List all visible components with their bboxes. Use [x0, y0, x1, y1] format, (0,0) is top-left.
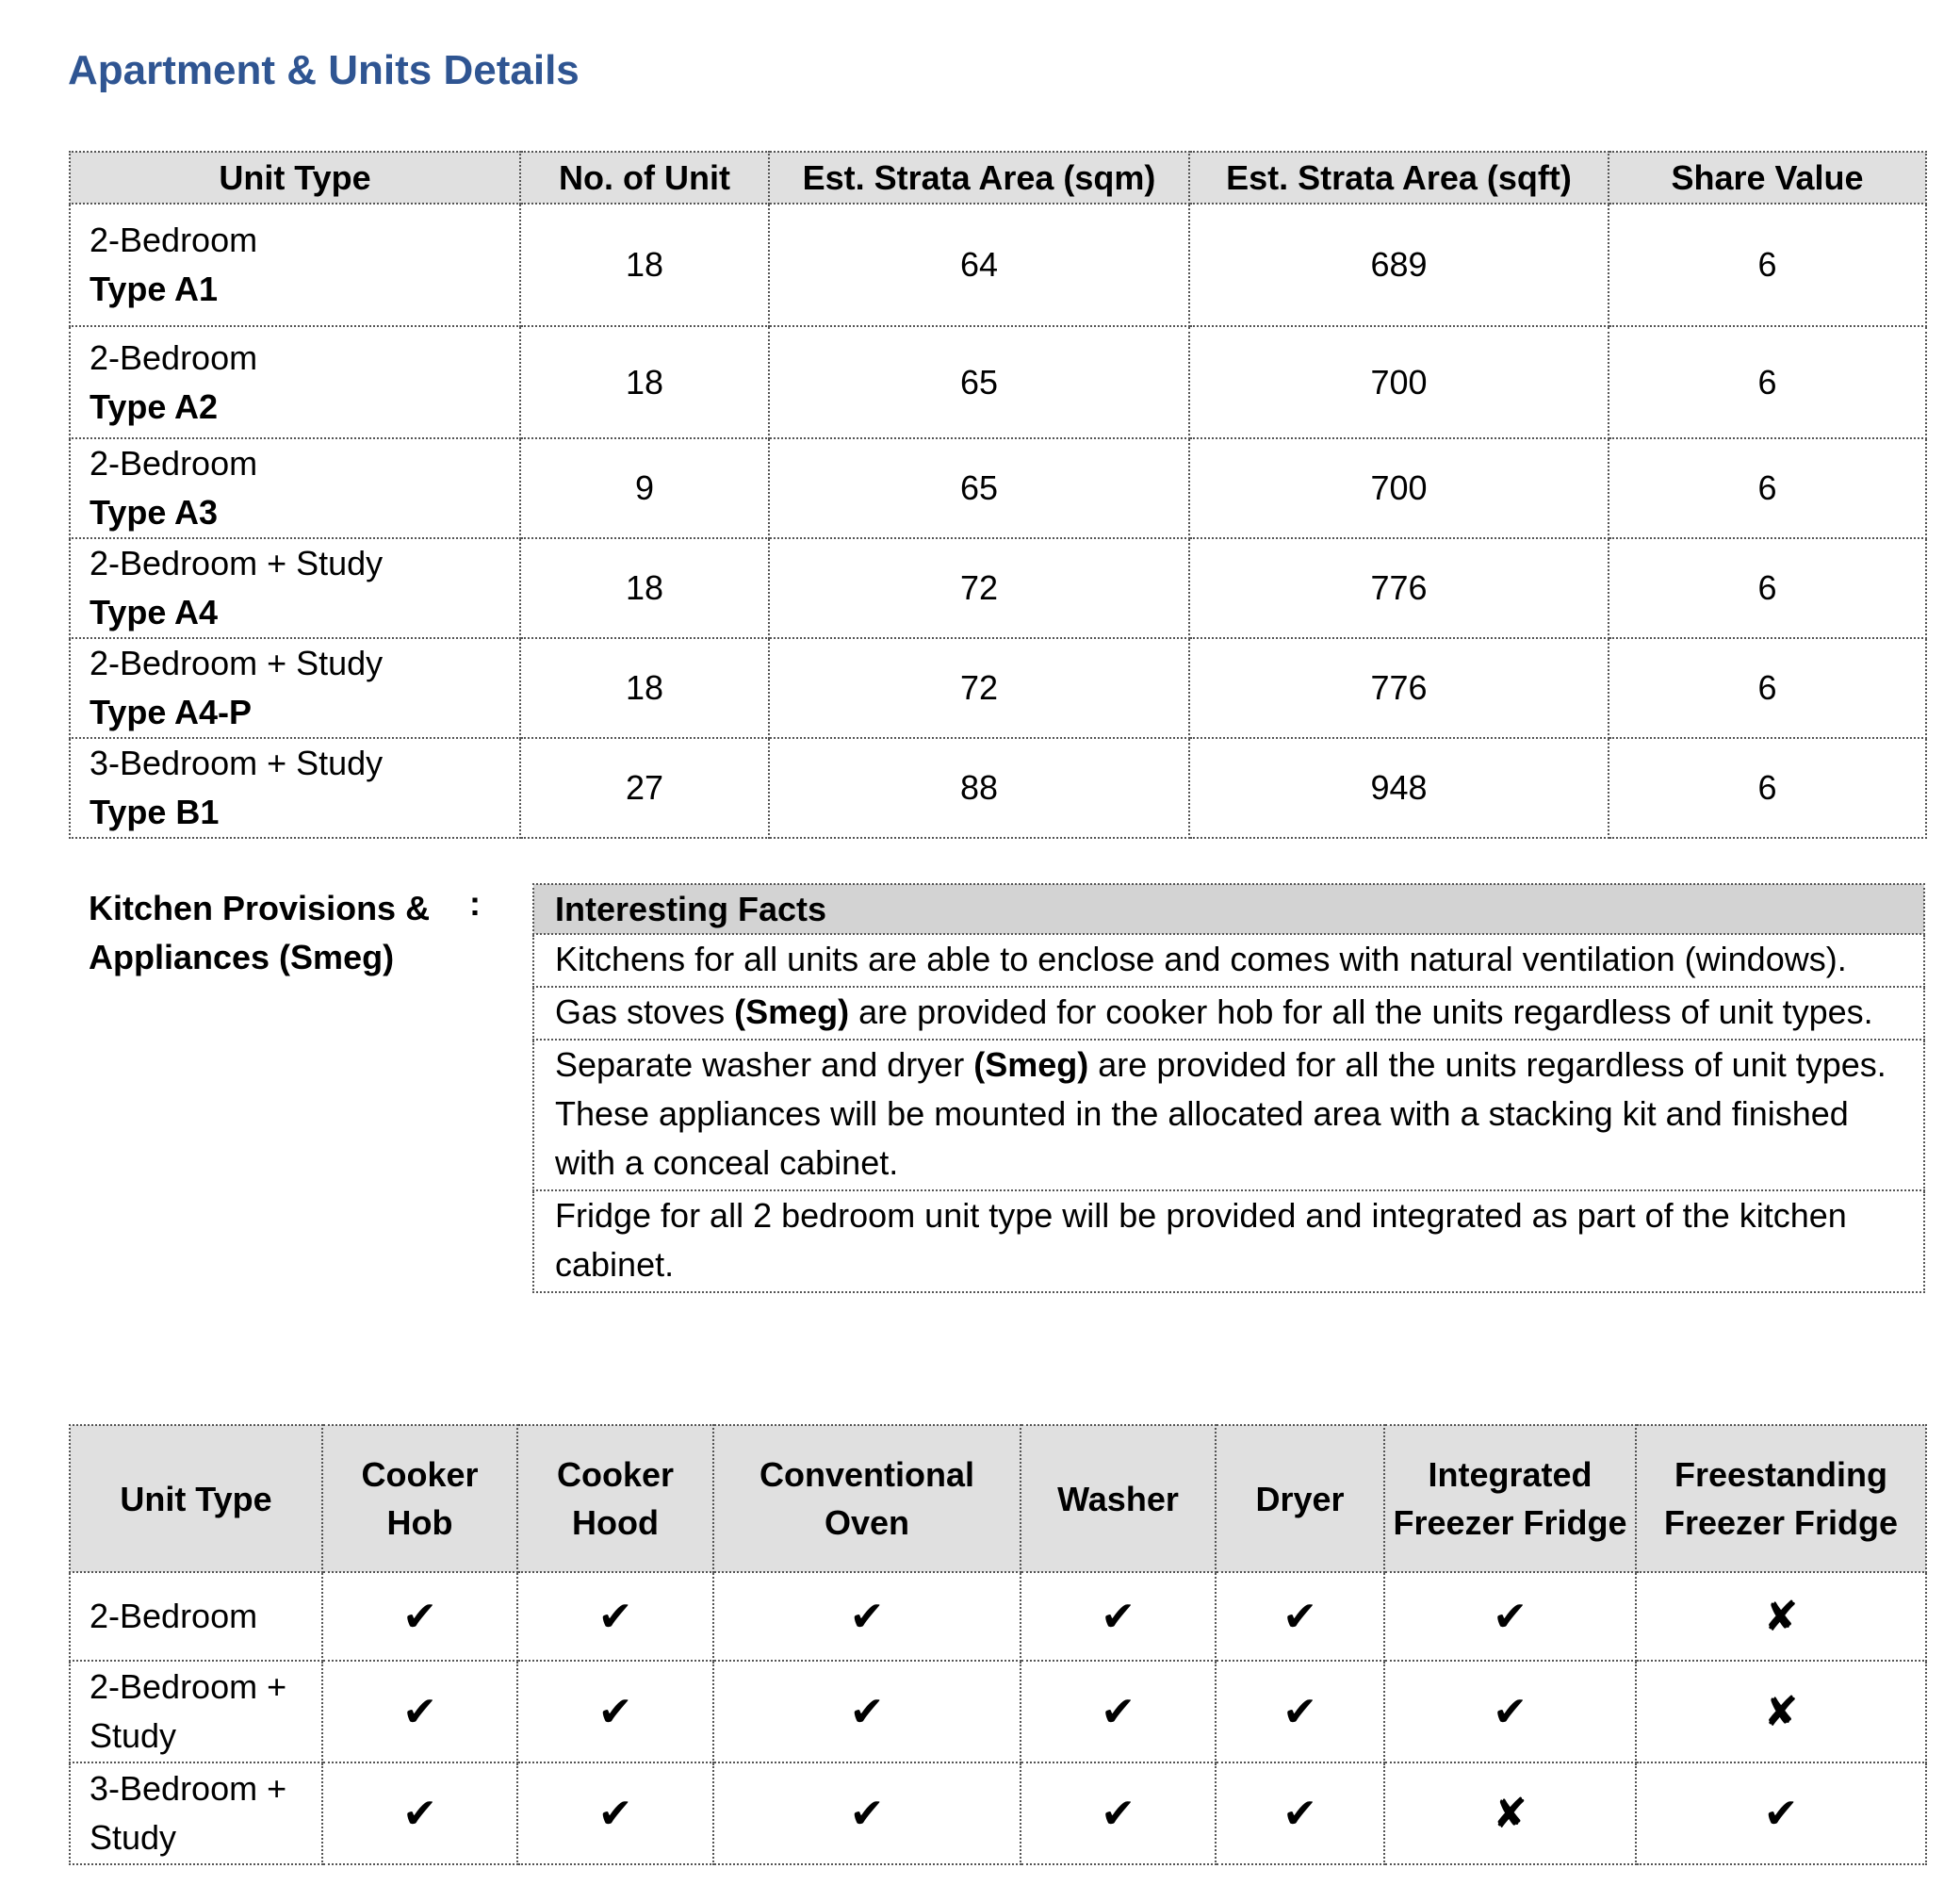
no-of-unit-cell: 9 [520, 438, 769, 538]
col-no-of-unit: No. of Unit [520, 152, 769, 204]
availability-cell [713, 1572, 1021, 1661]
unit-type-cell: 2-Bedroom [70, 1572, 322, 1661]
area-sqft-cell: 700 [1189, 438, 1609, 538]
check-mark-icon: ✔ [1101, 1592, 1135, 1641]
unit-type-cell [70, 438, 520, 538]
fact-row [533, 1040, 1924, 1190]
cross-mark-icon: ✘ [1763, 1592, 1799, 1641]
no-of-unit-cell: 18 [520, 204, 769, 326]
availability-cell [713, 1762, 1021, 1864]
share-value-cell: 6 [1609, 638, 1926, 738]
fact-text [533, 1040, 1924, 1190]
table-row [70, 738, 1926, 838]
unit-type-code: Type A4-P [90, 693, 253, 731]
cross-mark-icon: ✘ [1763, 1687, 1799, 1736]
no-of-unit-cell: 18 [520, 638, 769, 738]
unit-type-cell: 3-Bedroom + Study [70, 1762, 322, 1864]
col-cooker-hood: Cooker Hood [517, 1425, 713, 1572]
area-sqm-cell: 88 [769, 738, 1189, 838]
fact-text [533, 1190, 1924, 1292]
availability-cell [1021, 1572, 1216, 1661]
area-sqm-cell: 65 [769, 326, 1189, 438]
fact-row [533, 934, 1924, 987]
facts-table [532, 883, 1925, 1293]
area-sqft-cell: 700 [1189, 326, 1609, 438]
check-mark-icon: ✔ [1282, 1687, 1317, 1736]
cross-mark-icon: ✘ [1493, 1789, 1527, 1838]
table-row [70, 326, 1926, 438]
area-sqm-cell: 72 [769, 538, 1189, 638]
unit-type-name: 2-Bedroom [90, 444, 258, 483]
unit-type-cell [70, 326, 520, 438]
fact-text-part: Kitchens for all units are able to enclose and comes with natural ventilation (windows). [555, 940, 1847, 978]
unit-type-cell [70, 204, 520, 326]
table-row [70, 1572, 1926, 1661]
fact-text-part: are provided for cooker hob for all the units regardless of unit types. [849, 992, 1873, 1031]
share-value-cell: 6 [1609, 738, 1926, 838]
unit-type-name: 2-Bedroom + Study [90, 544, 384, 582]
col-unit-type: Unit Type [70, 1425, 322, 1572]
col-integrated-freezer-fridge: Integrated Freezer Fridge [1384, 1425, 1636, 1572]
col-cooker-hob: Cooker Hob [322, 1425, 517, 1572]
availability-cell [1384, 1572, 1636, 1661]
col-dryer: Dryer [1216, 1425, 1384, 1572]
check-mark-icon: ✔ [597, 1789, 633, 1838]
check-mark-icon: ✔ [849, 1687, 885, 1736]
unit-type-name: 2-Bedroom + Study [90, 644, 384, 682]
table-row [70, 638, 1926, 738]
availability-cell [517, 1762, 713, 1864]
availability-cell [322, 1661, 517, 1762]
table-row [70, 204, 1926, 326]
unit-type-cell [70, 738, 520, 838]
unit-type-name: 2-Bedroom [90, 221, 258, 259]
area-sqft-cell: 776 [1189, 538, 1609, 638]
col-freestanding-freezer-fridge: Freestanding Freezer Fridge [1636, 1425, 1926, 1572]
share-value-cell: 6 [1609, 326, 1926, 438]
availability-cell [517, 1572, 713, 1661]
share-value-cell: 6 [1609, 204, 1926, 326]
kitchen-label-line2: Appliances (Smeg) [89, 938, 395, 976]
share-value-cell: 6 [1609, 438, 1926, 538]
unit-type-cell [70, 538, 520, 638]
fact-text [533, 934, 1924, 987]
check-mark-icon: ✔ [1493, 1687, 1527, 1736]
check-mark-icon: ✔ [597, 1687, 633, 1736]
kitchen-label-colon: : [469, 884, 481, 923]
availability-cell [1384, 1661, 1636, 1762]
check-mark-icon: ✔ [1493, 1592, 1527, 1641]
unit-type-name: 2-Bedroom [90, 337, 258, 377]
check-mark-icon: ✔ [402, 1592, 437, 1641]
area-sqft-cell: 689 [1189, 204, 1609, 326]
availability-cell [1021, 1762, 1216, 1864]
unit-type-code: Type A4 [90, 593, 219, 631]
fact-row [533, 987, 1924, 1040]
appliances-table [69, 1424, 1927, 1865]
availability-cell [322, 1762, 517, 1864]
kitchen-provisions-label [89, 884, 447, 982]
no-of-unit-cell: 18 [520, 538, 769, 638]
fact-row [533, 1190, 1924, 1292]
fact-text-part: Fridge for all 2 bedroom unit type will be provided and integrated as part of the kitchen cabinet. [555, 1196, 1847, 1284]
check-mark-icon: ✔ [402, 1687, 437, 1736]
col-conventional-oven: Conventional Oven [713, 1425, 1021, 1572]
table-row [70, 1762, 1926, 1864]
fact-text-part: Gas stoves [555, 992, 735, 1031]
check-mark-icon: ✔ [1101, 1687, 1135, 1736]
area-sqm-cell: 64 [769, 204, 1189, 326]
unit-type-code: Type A1 [90, 270, 219, 308]
availability-cell [1384, 1762, 1636, 1864]
col-share-value: Share Value [1609, 152, 1926, 204]
unit-type-name: 3-Bedroom + Study [90, 744, 384, 782]
facts-header: Interesting Facts [533, 884, 1924, 934]
kitchen-label-line1: Kitchen Provisions & [89, 889, 431, 927]
fact-text-part: are provided for all the units regardless of unit types. These appliances will be mounted in the allocated area with a stacking kit and finished with a conceal cabinet. [555, 1045, 1886, 1182]
fact-brand: (Smeg) [973, 1045, 1089, 1084]
col-washer: Washer [1021, 1425, 1216, 1572]
availability-cell [1021, 1661, 1216, 1762]
fact-text-part: Separate washer and dryer [555, 1045, 974, 1084]
area-sqft-cell: 776 [1189, 638, 1609, 738]
check-mark-icon: ✔ [1101, 1789, 1135, 1838]
no-of-unit-cell: 18 [520, 326, 769, 438]
table-row [70, 1661, 1926, 1762]
unit-type-code: Type A2 [90, 386, 219, 426]
availability-cell [517, 1661, 713, 1762]
availability-cell [322, 1572, 517, 1661]
check-mark-icon: ✔ [1282, 1789, 1317, 1838]
no-of-unit-cell: 27 [520, 738, 769, 838]
check-mark-icon: ✔ [849, 1592, 885, 1641]
units-header-row [70, 152, 1926, 204]
check-mark-icon: ✔ [849, 1789, 885, 1838]
area-sqm-cell: 65 [769, 438, 1189, 538]
check-mark-icon: ✔ [1763, 1789, 1799, 1838]
area-sqft-cell: 948 [1189, 738, 1609, 838]
availability-cell [1636, 1762, 1926, 1864]
share-value-cell: 6 [1609, 538, 1926, 638]
availability-cell [1216, 1661, 1384, 1762]
area-sqm-cell: 72 [769, 638, 1189, 738]
check-mark-icon: ✔ [1282, 1592, 1317, 1641]
table-row [70, 538, 1926, 638]
appliances-header-row [70, 1425, 1926, 1572]
col-unit-type: Unit Type [70, 152, 520, 204]
availability-cell [713, 1661, 1021, 1762]
units-table [69, 151, 1927, 839]
page-title: Apartment & Units Details [68, 47, 580, 93]
availability-cell [1636, 1572, 1926, 1661]
availability-cell [1636, 1661, 1926, 1762]
check-mark-icon: ✔ [597, 1592, 633, 1641]
unit-type-code: Type A3 [90, 493, 219, 532]
col-area-sqft: Est. Strata Area (sqft) [1189, 152, 1609, 204]
unit-type-cell [70, 638, 520, 738]
fact-brand: (Smeg) [734, 992, 850, 1031]
availability-cell [1216, 1762, 1384, 1864]
availability-cell [1216, 1572, 1384, 1661]
table-row [70, 438, 1926, 538]
fact-text [533, 987, 1924, 1040]
check-mark-icon: ✔ [402, 1789, 437, 1838]
unit-type-code: Type B1 [90, 793, 220, 831]
unit-type-cell: 2-Bedroom + Study [70, 1661, 322, 1762]
col-area-sqm: Est. Strata Area (sqm) [769, 152, 1189, 204]
